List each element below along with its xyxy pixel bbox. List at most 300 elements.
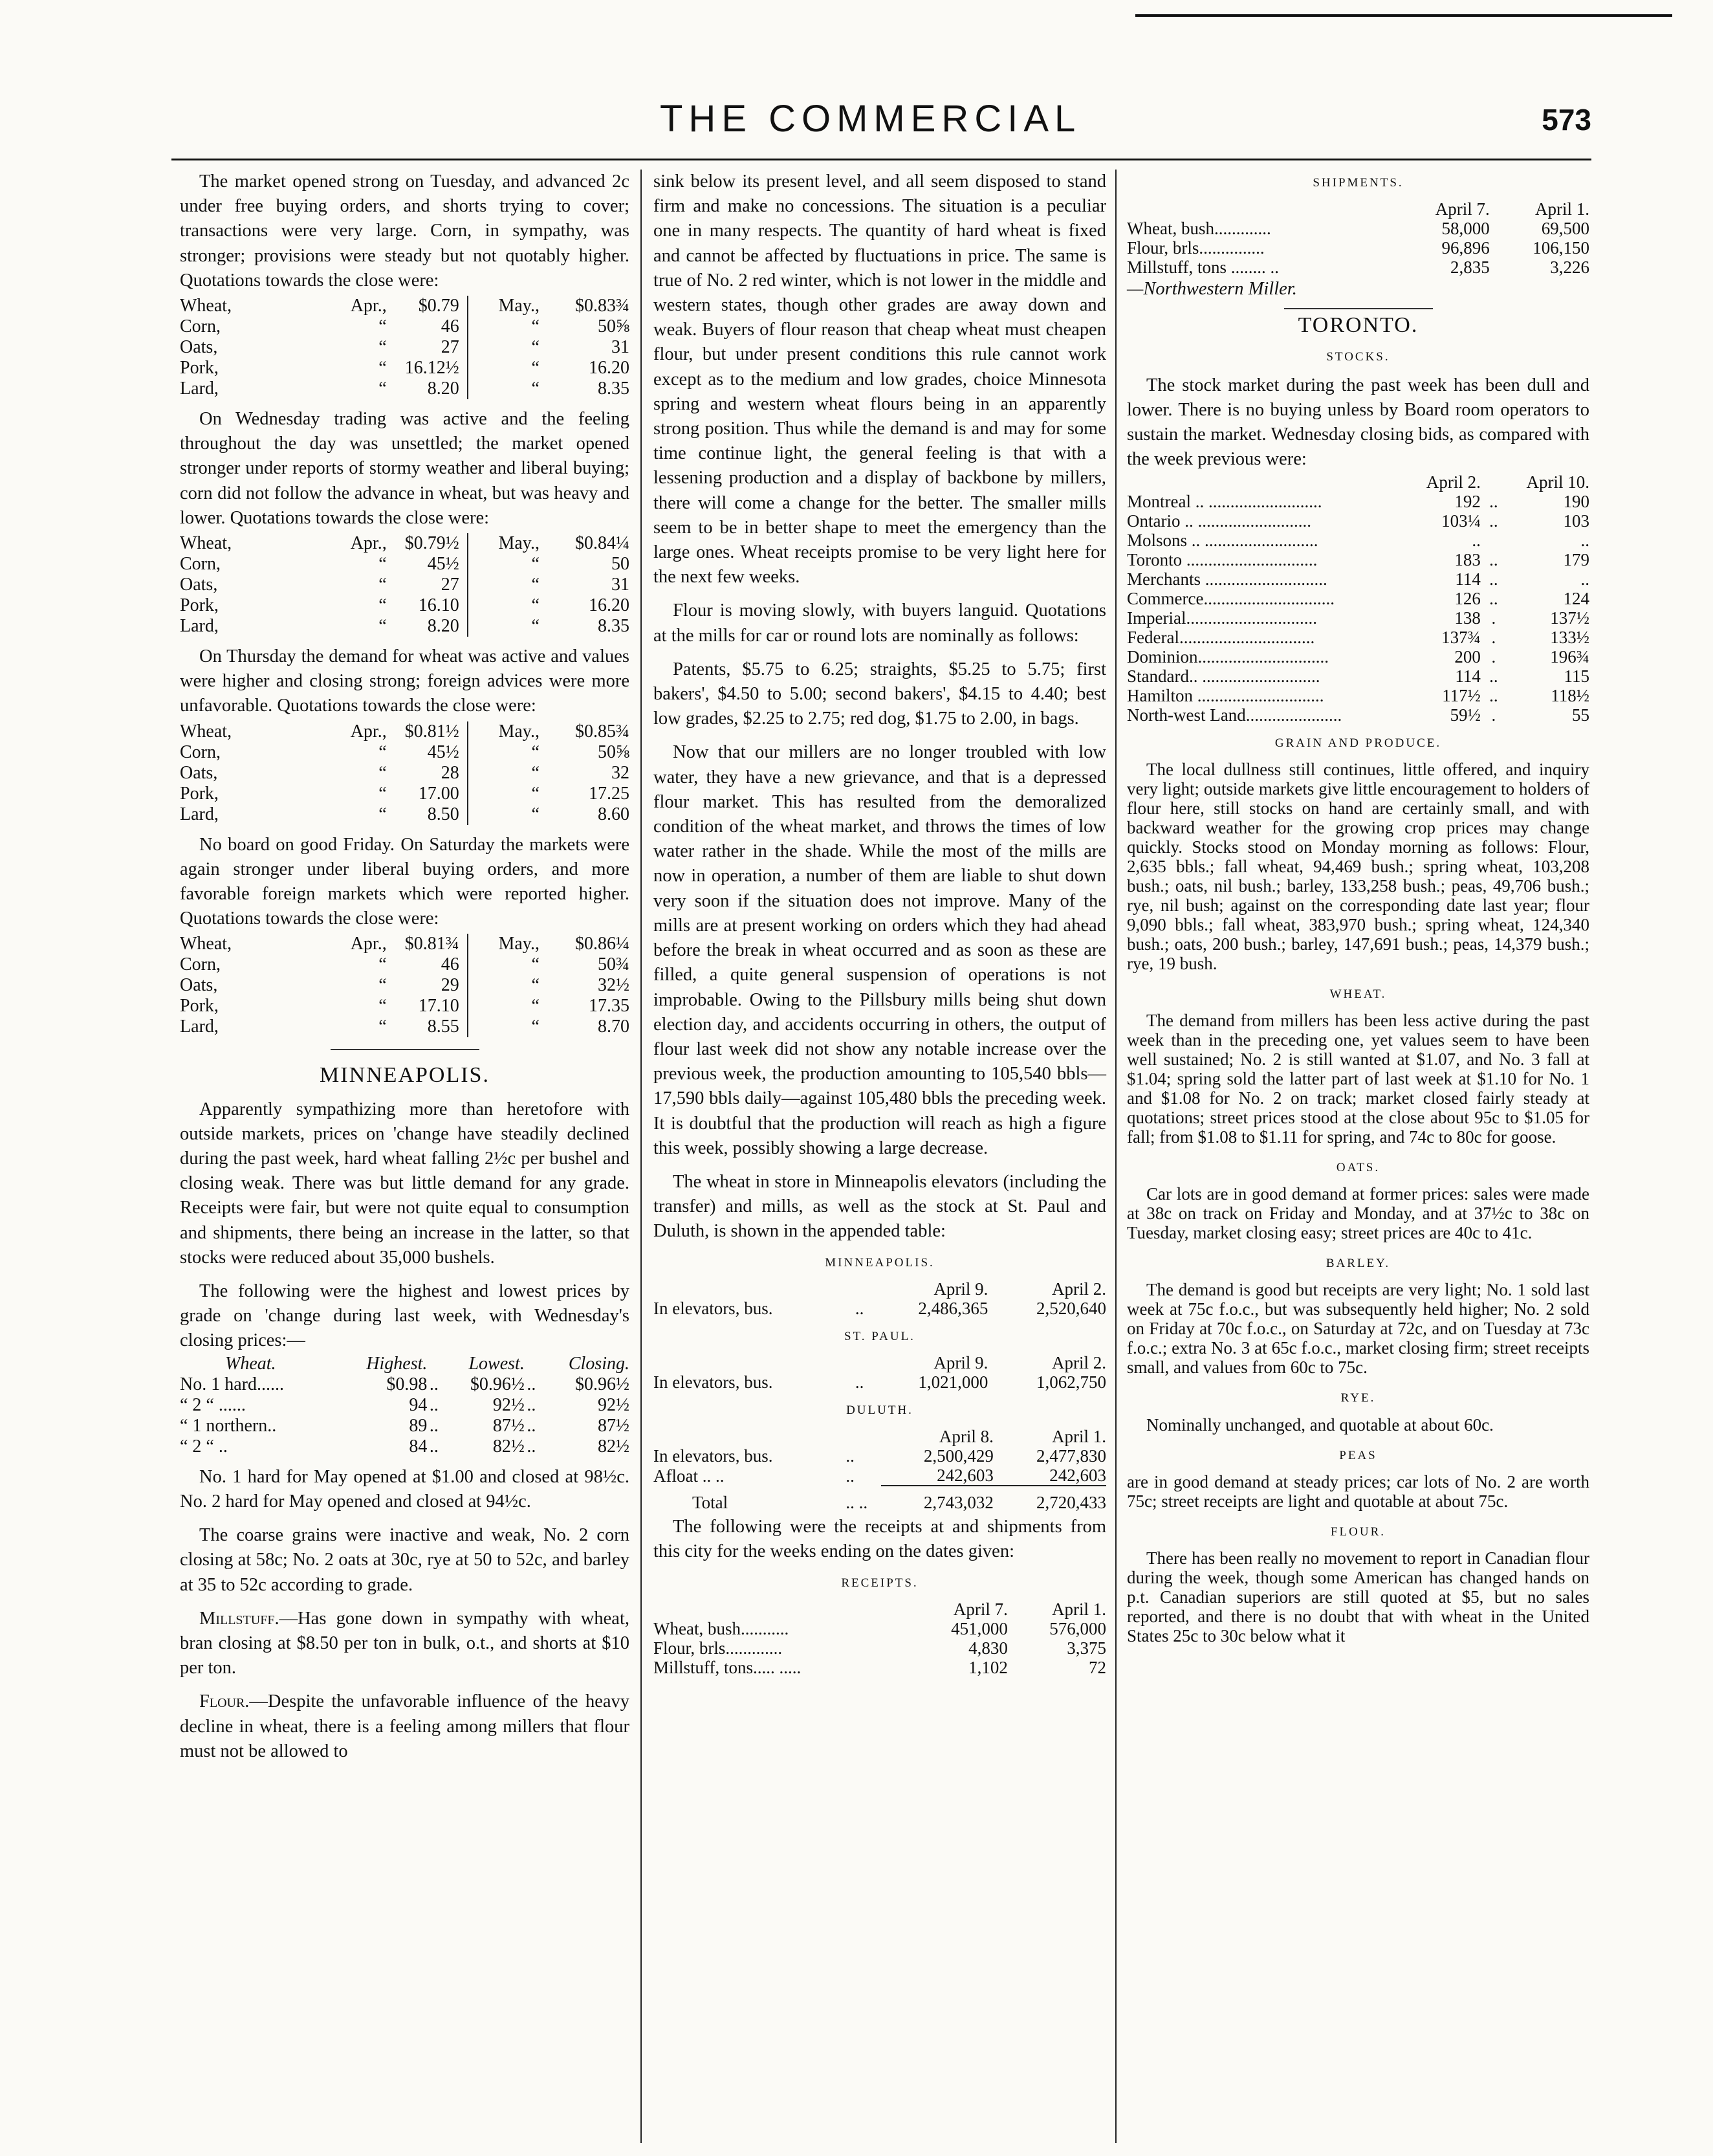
paragraph: No board on good Friday. On Saturday the markets were again stronger under liberal buying orders, and more favorable foreign markets which were reported higher. Quotations towards the close were:	[180, 834, 629, 929]
table-cell: 50⅝	[598, 316, 629, 337]
table-cell: “	[468, 616, 540, 637]
table-cell: 32	[611, 762, 629, 783]
table-cell: 103	[1563, 511, 1589, 531]
table-cell: ..	[527, 1436, 536, 1457]
paragraph: sink below its present level, and all seem disposed to stand firm and make no concessions. The situation is a peculiar one in many respects. The quantity of hard wheat is fixed and cannot be affected by fluctuations in price. The same is true of No. 2 red winter, which is not lower in the middle and western states, though other grades are away down and weak. Buyers of flour reason that cheap wheat must cheapen flour, but under present conditions this rule cannot work except as to the medium and low grades, choice Minnesota spring and western wheat flours being in an apparently strong position. Thus while the demand is and may for some time continue light, the general feeling is that with a lessening production and a display of backbone by millers, there will come a change for the better. The smaller mills seem to be in better shape to meet the emergency than the large ones. Wheat receipts promise to be very light here for the next few weeks.	[653, 171, 1106, 588]
table-cell: ..	[429, 1394, 439, 1415]
table-cell: “	[378, 804, 387, 824]
table-row	[653, 1638, 1106, 1658]
table-row	[180, 784, 629, 804]
table-cell: 242,603	[881, 1466, 994, 1486]
paragraph: There has been really no movement to report in Canadian flour during the week, though some American has changed hands on p.t. Canadian superiors are still quoted at $5, but no sales reported, and there is no doubt that with wheat in the United States 25c to 30c below what it	[1127, 1548, 1589, 1646]
table-cell: ..	[429, 1415, 439, 1436]
stocks-table	[1127, 472, 1589, 725]
table-cell: “	[468, 1017, 540, 1037]
table-caption: DULUTH.	[846, 1403, 913, 1417]
table-cell: Imperial..............................	[1127, 608, 1317, 628]
table-cell: .	[1491, 627, 1496, 647]
table-cell: 50	[611, 554, 629, 575]
table-row	[180, 804, 629, 825]
table-cell: $0.79½	[404, 533, 459, 554]
table-cell: 16.20	[589, 595, 629, 616]
table-cell: May.,	[468, 296, 540, 316]
table-row	[180, 721, 629, 742]
table-cell: $0.81½	[404, 721, 459, 742]
table-caption: SHIPMENTS.	[1313, 176, 1404, 190]
top-rule	[1135, 14, 1672, 17]
table-cell: 17.35	[589, 996, 629, 1017]
table-cell: Merchants ............................	[1127, 569, 1327, 589]
table-cell: 106,150	[1533, 238, 1589, 258]
subheading: STOCKS.	[1326, 349, 1390, 364]
table-cell: North-west Land......................	[1127, 705, 1342, 725]
table-cell: Montreal .. ..........................	[1127, 491, 1322, 511]
table-cell: Oats,	[180, 337, 218, 358]
table-cell: 1,021,000	[918, 1372, 988, 1392]
table-cell: Wheat,	[180, 296, 232, 316]
table-cell: ..	[1580, 530, 1589, 550]
table-cell: 27	[441, 337, 459, 358]
paragraph: The local dullness still continues, little offered, and inquiry very light; outside markets give little encouragement to holders of flour here, still stocks on hand are certainly small, and with backward weather for the growing crop prices may change quickly. Stocks stood on Monday morning as follows: Flour, 2,635 bbls.; fall wheat, 94,469 bush.; spring wheat, 103,208 bush.; oats, nil bush.; barley, 133,258 bush.; peas, 49,706 bush.; rye, nil bush; against on the corresponding date last year; flour 9,090 bbls.; fall wheat, 383,970 bush.; spring wheat, 124,340 bush.; oats, 200 bush.; barley, 147,691 bush.; peas, 14,379 bush.; rye, 19 bush.	[1127, 759, 1589, 973]
header-rule	[171, 159, 1591, 160]
table-cell: “	[378, 742, 387, 762]
table-cell: ..	[1472, 530, 1481, 550]
table-cell: Lard,	[180, 1017, 219, 1037]
column-2	[653, 170, 1106, 1677]
table-cell: Wheat,	[180, 934, 232, 954]
quote-table	[180, 934, 629, 1037]
table-cell: 114	[1455, 569, 1481, 589]
table-cell: May.,	[468, 721, 540, 742]
table-cell: “	[468, 595, 540, 616]
table-cell: ..	[527, 1415, 536, 1436]
table-header: April 9.	[933, 1352, 988, 1372]
table-cell: “	[468, 337, 540, 358]
elevator-table	[653, 1353, 1106, 1392]
table-cell: May.,	[468, 533, 540, 554]
table-cell: .	[1491, 608, 1496, 628]
table-row	[180, 742, 629, 763]
table-cell: 8.55	[427, 1017, 459, 1037]
table-cell: ..	[1489, 588, 1498, 608]
table-caption: ST. PAUL.	[844, 1329, 915, 1343]
table-cell: $0.84¼	[575, 533, 629, 554]
table-cell: 2,486,365	[918, 1298, 988, 1318]
table-cell: 16.12½	[404, 358, 459, 379]
table-cell: “	[468, 358, 540, 379]
table-cell: Wheat,	[180, 721, 232, 742]
table-cell: 87½	[492, 1415, 525, 1436]
table-cell: Apr.,	[350, 296, 387, 316]
table-cell: 179	[1563, 549, 1589, 569]
table-cell: 137½	[1550, 608, 1589, 628]
table-cell: Federal...............................	[1127, 627, 1315, 647]
table-cell: “ 2 “ ..	[180, 1436, 228, 1457]
table-cell: “	[468, 763, 540, 784]
table-cell: 69,500	[1541, 219, 1589, 239]
paragraph: Apparently sympathizing more than heretofore with outside markets, prices on 'change have steadily declined during the past week, hard wheat falling 2½c per bushel and closing weak. There was but little demand for any grade. Receipts were fair, but were not quite equal to consumption and shipments, there being an increase in the latter, so that stocks were reduced about 35,000 bushels.	[180, 1099, 629, 1268]
paragraph: The coarse grains were inactive and weak, No. 2 corn closing at 58c; No. 2 oats at 30c, rye at 50 to 52c, and barley at 35 to 52c according to grade.	[180, 1525, 629, 1595]
page-header	[168, 97, 1591, 155]
table-cell: “	[378, 379, 387, 399]
table-cell: Flour, brls...............	[1127, 238, 1265, 258]
quote-table	[180, 533, 629, 637]
table-header: April 2.	[1426, 472, 1481, 492]
table-cell: 94	[409, 1394, 428, 1415]
table-cell: 84	[409, 1436, 428, 1457]
table-row	[180, 934, 629, 954]
table-cell: 137¾	[1441, 627, 1481, 647]
table-cell: Oats,	[180, 762, 218, 783]
table-row	[1127, 608, 1589, 628]
table-cell: Oats,	[180, 575, 218, 595]
table-cell: 8.20	[427, 616, 459, 637]
table-row	[180, 1436, 629, 1457]
table-cell: “	[378, 1017, 387, 1037]
table-cell: ..	[1489, 511, 1498, 531]
table-cell: “	[378, 975, 387, 996]
table-cell: No. 1 hard......	[180, 1374, 284, 1394]
table-caption: RECEIPTS.	[841, 1576, 919, 1590]
table-row	[653, 1658, 1106, 1677]
subheading: OATS.	[1336, 1161, 1380, 1175]
table-row	[180, 1374, 629, 1395]
table-row	[180, 1395, 629, 1416]
paragraph: Nominally unchanged, and quotable at about 60c.	[1146, 1414, 1494, 1435]
table-cell: “	[378, 762, 387, 783]
table-cell: Wheat,	[180, 533, 232, 554]
table-row	[653, 1446, 1106, 1466]
table-cell: 87½	[598, 1415, 629, 1436]
table-cell: “	[468, 784, 540, 804]
receipts-table	[653, 1600, 1106, 1677]
table-row	[180, 763, 629, 784]
table-row	[180, 975, 629, 996]
table-cell: ..	[527, 1374, 536, 1394]
table-cell: Millstuff, tons ........ ..	[1127, 258, 1280, 278]
table-header: Closing.	[568, 1353, 629, 1374]
table-cell: Pork,	[180, 783, 219, 804]
table-cell: “	[468, 575, 540, 595]
total-row	[653, 1486, 1106, 1512]
table-header: April 1.	[1052, 1599, 1106, 1619]
table-cell: 124	[1563, 588, 1589, 608]
table-cell: 242,603	[994, 1466, 1106, 1486]
table-row	[180, 316, 629, 337]
table-row	[180, 996, 629, 1017]
table-cell: ..	[527, 1394, 536, 1415]
table-row	[1127, 219, 1589, 238]
table-header: April 1.	[1052, 1427, 1106, 1447]
table-cell: Wheat, bush...........	[653, 1618, 789, 1638]
section-heading: MINNEAPOLIS.	[320, 1063, 490, 1088]
table-cell: Hamilton .............................	[1127, 685, 1324, 705]
table-header: April 9.	[933, 1279, 988, 1299]
table-cell: 117½	[1442, 685, 1481, 705]
column-3	[1127, 170, 1589, 1655]
table-cell: “	[378, 616, 387, 637]
table-header: April 1.	[1535, 199, 1589, 219]
table-cell: 92½	[598, 1394, 629, 1415]
table-cell: $0.79	[418, 296, 459, 316]
table-cell: ..	[1489, 569, 1498, 589]
subheading: FLOUR.	[1330, 1524, 1386, 1539]
paragraph: are in good demand at steady prices; car lots of No. 2 are worth 75c; street receipts are light and quotable at about 75c.	[1127, 1471, 1589, 1511]
table-cell: Standard.. ...........................	[1127, 666, 1320, 686]
table-cell: Molsons .. ..........................	[1127, 530, 1318, 550]
table-cell: $0.81¾	[404, 934, 459, 954]
table-cell: 17.00	[418, 783, 459, 804]
table-row	[180, 337, 629, 358]
table-header: April 8.	[939, 1427, 994, 1447]
table-cell: Lard,	[180, 379, 219, 399]
table-cell: 89	[409, 1415, 428, 1436]
table-cell: 29	[441, 975, 459, 996]
grade-table	[180, 1354, 629, 1457]
table-cell: 126	[1454, 588, 1481, 608]
table-cell: Pork,	[180, 996, 219, 1017]
table-cell: ..	[855, 1372, 864, 1392]
table-cell: “	[378, 554, 387, 575]
table-row	[180, 954, 629, 975]
table-cell: Apr.,	[350, 533, 387, 554]
table-cell: ..	[1489, 666, 1498, 686]
paragraph: The demand from millers has been less active during the past week than in the preceding one, yet values seem to have been well sustained; No. 2 is still wanted at $1.07, and No. 3 fall at $1.04; spring sold the latter part of last week at $1.10 for No. 1 and $1.08 for No. 2 on track; market closed fairly steady at quotations; street prices stood at the close about 95c to $1.05 for fall; from $1.08 to $1.11 for spring, and 74c to 80c for goose.	[1127, 1011, 1589, 1147]
table-cell: 50¾	[598, 954, 629, 975]
table-row	[1127, 647, 1589, 666]
paragraph: Now that our millers are no longer troubled with low water, they have a new grievance, and that is a depressed flour market. This has resulted from the demoralized condition of the wheat market, and throws the times of low water rather in the shade. While the most of the mills are now in operation, a number of them are liable to shut down very soon if the situation does not improve. Many of the mills are at present working on orders which they had ahead before the break in wheat occurred and as soon as these are filled, a quite general suspension of operations is not improbable. Owing to the Pillsbury mills being shut down election day, and accidents occurring in others, the output of flour last week did not show any notable increase over the previous week, the production amounting to 105,540 bbls—17,590 bbls daily—against 105,480 bbls the preceding week. It is doubtful that the production will reach as high a figure this week, possibly showing a large decrease.	[653, 742, 1106, 1158]
table-cell: $0.96½	[470, 1374, 525, 1394]
table-row	[1127, 589, 1589, 608]
table-cell: 32½	[598, 975, 629, 996]
table-cell: 31	[611, 337, 629, 358]
table-cell: 192	[1454, 491, 1481, 511]
table-cell: Total	[692, 1492, 728, 1512]
table-cell: 2,835	[1450, 258, 1490, 278]
table-row	[180, 296, 629, 316]
table-cell: Apr.,	[350, 721, 387, 742]
table-cell: 451,000	[951, 1618, 1008, 1638]
table-header: Highest.	[366, 1353, 428, 1374]
table-cell: Pork,	[180, 595, 219, 616]
table-cell: 82½	[492, 1436, 525, 1457]
table-cell: ..	[429, 1374, 439, 1394]
column-1	[180, 170, 629, 1773]
subheading: PEAS	[1339, 1448, 1377, 1462]
table-cell: Corn,	[180, 742, 221, 762]
lead-in: Flour.	[199, 1691, 250, 1712]
table-cell: In elevators, bus.	[653, 1446, 773, 1466]
table-cell: 115	[1564, 666, 1589, 686]
table-cell: Corn,	[180, 554, 221, 575]
table-cell: 8.35	[598, 616, 629, 637]
table-cell: 50⅝	[598, 742, 629, 762]
table-row	[653, 1466, 1106, 1486]
table-header: Wheat.	[225, 1353, 276, 1374]
shipments-table	[1127, 199, 1589, 277]
table-cell: 576,000	[1049, 1618, 1106, 1638]
paragraph: The wheat in store in Minneapolis elevators (including the transfer) and mills, as well as the stock at St. Paul and Duluth, is shown in the appended table:	[653, 1171, 1106, 1242]
paragraph: The market opened strong on Tuesday, and advanced 2c under free buying orders, and shorts trying to cover; transactions were very large. Corn, in sympathy, was stronger; provisions were steady but not quotably higher. Quotations towards the close were:	[180, 171, 629, 291]
table-cell: 138	[1454, 608, 1481, 628]
table-row	[1127, 705, 1589, 725]
table-row	[1127, 492, 1589, 511]
table-cell: ..	[855, 1298, 864, 1318]
table-row	[180, 1017, 629, 1037]
table-cell: 196¾	[1550, 646, 1589, 666]
table-row	[1127, 686, 1589, 705]
paragraph: The stock market during the past week has been dull and lower. There is no buying unless by Board room operators to sustain the market. Wednesday closing bids, as compared with the week previous were:	[1127, 375, 1589, 470]
table-cell: 45½	[427, 742, 459, 762]
table-cell: 4,830	[968, 1638, 1008, 1658]
table-caption: MINNEAPOLIS.	[825, 1255, 935, 1270]
table-cell: 82½	[598, 1436, 629, 1457]
table-cell: “	[468, 554, 540, 575]
section-rule	[1284, 308, 1433, 309]
table-header: April 7.	[953, 1599, 1008, 1619]
table-row	[180, 533, 629, 554]
column-divider	[640, 170, 642, 2143]
paragraph: No. 1 hard for May opened at $1.00 and closed at 98½c. No. 2 hard for May opened and closed at 94½c.	[180, 1466, 629, 1512]
table-cell: 17.25	[589, 783, 629, 804]
paragraph: Flour is moving slowly, with buyers languid. Quotations at the mills for car or round lots are nominally as follows:	[653, 600, 1106, 646]
table-row	[653, 1299, 1106, 1318]
table-cell: 2,500,429	[923, 1446, 994, 1466]
table-row	[1127, 238, 1589, 258]
table-row	[180, 554, 629, 575]
table-cell: “	[378, 575, 387, 595]
table-cell: “ 1 northern..	[180, 1415, 277, 1436]
table-cell: 28	[441, 762, 459, 783]
table-cell: 2,743,032	[923, 1493, 994, 1513]
table-cell: 133½	[1550, 627, 1589, 647]
table-cell: 8.70	[598, 1017, 629, 1037]
table-cell: $0.86¼	[575, 934, 629, 954]
table-cell: 8.20	[427, 379, 459, 399]
table-cell: 8.60	[598, 804, 629, 824]
table-cell: 46	[441, 954, 459, 975]
table-cell: “	[468, 954, 540, 975]
table-row	[180, 379, 629, 399]
table-cell: $0.85¾	[575, 721, 629, 742]
section-heading: TORONTO.	[1298, 313, 1419, 338]
subheading: GRAIN AND PRODUCE.	[1274, 736, 1442, 750]
table-cell: “	[378, 954, 387, 975]
table-cell	[1481, 531, 1507, 550]
table-cell: ..	[1489, 549, 1498, 569]
table-header: April 10.	[1526, 472, 1589, 492]
paragraph-text: —Despite the unfavorable influence of the heavy decline in wheat, there is a feeling among millers that flour must not be allowed to	[180, 1691, 629, 1761]
table-cell: Corn,	[180, 316, 221, 337]
table-cell: “	[378, 595, 387, 616]
table-cell: ..	[846, 1466, 855, 1486]
table-cell: 45½	[427, 554, 459, 575]
table-cell: “	[468, 975, 540, 996]
table-cell: .. ..	[846, 1492, 868, 1512]
table-cell: 2,477,830	[1036, 1446, 1106, 1466]
table-cell: $0.98	[386, 1374, 428, 1394]
table-row	[653, 1372, 1106, 1392]
table-cell: $0.96½	[575, 1374, 629, 1394]
table-cell: Afloat .. ..	[653, 1466, 725, 1486]
table-cell: Toronto ..............................	[1127, 549, 1318, 569]
table-cell: 96,896	[1441, 238, 1490, 258]
table-cell: 59½	[1450, 705, 1481, 725]
table-cell: 31	[611, 575, 629, 595]
table-cell: $0.83¾	[575, 296, 629, 316]
table-cell: In elevators, bus.	[653, 1372, 773, 1392]
table-row	[180, 575, 629, 595]
paragraph: The demand is good but receipts are very light; No. 1 sold last week at 75c f.o.c., but was subsequently held higher; No. 2 sold on Friday at 70c f.o.c., on Saturday at 72c, and on Tuesday at 73c f.o.c.; extra No. 3 at 65c f.o.c., market closing firm; street receipts small, and values from 60c to 75c.	[1127, 1280, 1589, 1378]
table-cell: 2,520,640	[1036, 1298, 1106, 1318]
table-cell: Ontario .. ..........................	[1127, 511, 1311, 531]
table-cell: In elevators, bus.	[653, 1298, 773, 1318]
page-title: THE COMMERCIAL	[660, 98, 1082, 140]
quote-table	[180, 296, 629, 399]
table-cell: 200	[1454, 646, 1481, 666]
table-cell: 8.50	[427, 804, 459, 824]
table-cell: “	[468, 742, 540, 763]
paragraph: Patents, $5.75 to 6.25; straights, $5.25 to 5.75; first bakers', $4.50 to 5.00; second bakers', $4.15 to 4.40; best low grades, $2.25 to 2.75; red dog, $1.75 to 2.00, in bags.	[653, 659, 1106, 729]
table-cell: Corn,	[180, 954, 221, 975]
table-cell: 3,375	[1067, 1638, 1106, 1658]
table-cell: “	[378, 996, 387, 1017]
table-cell: Commerce..............................	[1127, 588, 1335, 608]
table-header: Lowest.	[468, 1353, 525, 1374]
elevator-table	[653, 1279, 1106, 1318]
table-cell: Wheat, bush.............	[1127, 219, 1271, 239]
table-cell: ..	[429, 1436, 439, 1457]
table-row	[1127, 258, 1589, 277]
table-cell: 1,062,750	[1036, 1372, 1106, 1392]
table-cell: 16.10	[418, 595, 459, 616]
table-cell: “	[378, 337, 387, 358]
table-cell: 92½	[492, 1394, 525, 1415]
paragraph: On Thursday the demand for wheat was active and values were higher and closing strong; foreign advices were more unfavorable. Quotations towards the close were:	[180, 646, 629, 716]
table-cell: Dominion..............................	[1127, 646, 1329, 666]
table-cell: 16.20	[589, 358, 629, 379]
column-divider	[1115, 170, 1117, 2143]
table-cell: 2,720,433	[1036, 1493, 1106, 1513]
table-cell: Pork,	[180, 358, 219, 379]
table-cell: ..	[846, 1446, 855, 1466]
paragraph	[180, 1689, 629, 1764]
subheading: RYE.	[1340, 1391, 1376, 1405]
table-row	[180, 1416, 629, 1436]
table-cell: “	[378, 783, 387, 804]
source-credit: —Northwestern Miller.	[1127, 279, 1297, 300]
table-cell: Lard,	[180, 804, 219, 824]
table-cell: 46	[441, 316, 459, 337]
table-cell: Oats,	[180, 975, 218, 996]
table-row	[180, 595, 629, 616]
paragraph: Car lots are in good demand at former prices: sales were made at 38c on track on Friday and Monday, and at 37½c to 38c on Tuesday, market closing easy; street prices are 40c to 41c.	[1127, 1184, 1589, 1243]
table-header: April 7.	[1435, 199, 1490, 219]
paragraph: The following were the highest and lowest prices by grade on 'change during last week, with Wednesday's closing prices:—	[180, 1281, 629, 1351]
table-cell: 17.10	[418, 996, 459, 1017]
table-row	[1127, 628, 1589, 647]
paragraph: The following were the receipts at and shipments from this city for the weeks ending on the dates given:	[653, 1517, 1106, 1562]
table-row	[1127, 666, 1589, 686]
table-row	[180, 358, 629, 379]
elevator-table	[653, 1427, 1106, 1512]
table-cell: “	[378, 316, 387, 337]
table-row	[653, 1619, 1106, 1638]
paragraph-text: —Has gone down in sympathy with wheat, bran closing at $8.50 per ton in bulk, o.t., and shorts at $10 per ton.	[180, 1608, 629, 1678]
paragraph: On Wednesday trading was active and the feeling throughout the day was unsettled; the market opened stronger under reports of stormy weather and liberal buying; corn did not follow the advance in wheat, but was heavy and lower. Quotations towards the close were:	[180, 409, 629, 528]
paragraph	[180, 1607, 629, 1681]
table-cell: “	[468, 804, 540, 825]
